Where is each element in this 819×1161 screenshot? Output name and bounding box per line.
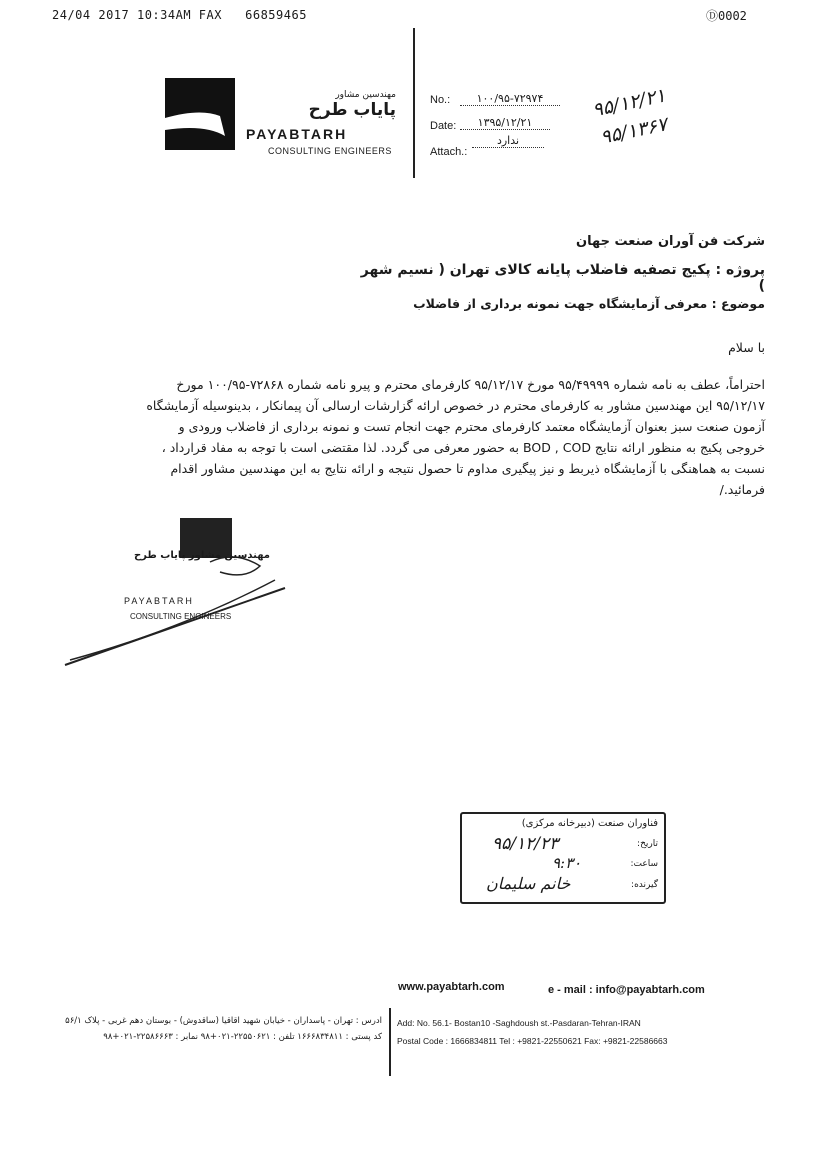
- ref-no-value: ۱۰۰/۹۵-۷۲۹۷۴: [460, 92, 560, 106]
- body-line: فرمائید./: [719, 482, 765, 497]
- seal-en-subtitle: CONSULTING ENGINEERS: [130, 612, 232, 621]
- stamp-receiver-label: گیرنده:: [631, 880, 658, 890]
- stamp-title: فناوران صنعت (دبیرخانه مرکزی): [521, 818, 658, 829]
- seal-fa-text: مهندسین مشاور پایاب طرح: [133, 550, 270, 561]
- handwritten-number: ۹۵/۱۳۶۷: [598, 113, 670, 149]
- fax-header: 24/04 2017 10:34AM FAX 66859465: [52, 8, 307, 22]
- ref-no-label: No.:: [430, 94, 451, 106]
- seal-en-text: PAYABTARH: [124, 596, 194, 606]
- footer-address-fa: آدرس : تهران - پاسداران - خیابان شهید اقاقیا (ساقدوش) - بوستان دهم غربی - پلاک ۵۶/۱: [65, 1016, 382, 1026]
- stamp-date-value: ۹۵/۱۲/۲۳: [492, 834, 559, 854]
- stamp-time-value: ۹:۳۰: [552, 854, 582, 872]
- subject-line: موضوع : معرفی آزمایشگاه جهت نمونه برداری از فاضلاب: [413, 296, 765, 311]
- body-line: احتراماً، عطف به نامه شماره ۹۵/۴۹۹۹۹ مورخ ۹۵/۱۲/۱۷ کارفرمای محترم و پیرو نامه شماره ۷۲۸۶۸-۱۰۰/۹۵ مورخ: [176, 377, 765, 392]
- ref-date-label: Date:: [430, 120, 457, 132]
- body-line: خروجی پکیج به منظور ارائه نتایج BOD , COD به حضور معرفی می گردد. لذا مقتضی است با توجه به مفاد قرارداد ،: [161, 440, 765, 455]
- ref-date-value: ۱۳۹۵/۱۲/۲۱: [460, 116, 550, 130]
- stamp-date-label: تاریخ:: [637, 839, 658, 849]
- signature-scribble-icon: [60, 510, 290, 670]
- header-divider: [413, 28, 415, 178]
- project-line: پروژه : پکیج تصفیه فاضلاب پایانه کالای تهران ( نسیم شهر ): [360, 262, 765, 294]
- footer-divider: [389, 1008, 391, 1076]
- receipt-stamp: [460, 812, 666, 904]
- fax-page-number: Ⓓ0002: [706, 9, 747, 23]
- payabtarh-logo-icon: [165, 78, 235, 150]
- company-fa-small: مهندسین مشاور: [335, 90, 396, 100]
- body-line: نسبت به هماهنگی با آزمایشگاه ذیربط و نیز پیگیری مداوم تا حصول نتیجه و ارائه نتایج به این مهندسین مشاور اقدام: [170, 461, 765, 476]
- handwritten-date: ۹۵/۱۲/۲۱: [590, 84, 668, 122]
- body-line: آزمون صنعت سبز بعنوان آزمایشگاه معتمد کارفرمای محترم جهت انجام تست و نمونه برداری از فاضلاب ورودی و: [178, 419, 765, 434]
- company-fa-name: پایاب طرح: [308, 100, 396, 120]
- ref-attach-value: ندارد: [472, 134, 544, 148]
- company-en-name: PAYABTARH: [246, 126, 348, 142]
- footer-postal-en: Postal Code : 1666834811 Tel : +9821-22550621 Fax: +9821-22586663: [397, 1036, 668, 1046]
- recipient: شرکت فن آوران صنعت جهان: [576, 234, 765, 249]
- letter-body: [100, 374, 765, 500]
- ref-attach-label: Attach.:: [430, 146, 468, 158]
- footer-address-en: Add: No. 56.1- Bostan10 -Saghdoush st.-Pasdaran-Tehran-IRAN: [397, 1018, 641, 1028]
- footer-postal-fa: کد پستی : ۱۶۶۶۸۳۴۸۱۱ تلفن : ۲۲۵۵۰۶۲۱-۰۲۱+۹۸ نمابر : ۲۲۵۸۶۶۶۳-۰۲۱+۹۸: [103, 1032, 382, 1042]
- greeting: با سلام: [728, 340, 765, 355]
- website-link[interactable]: www.payabtarh.com: [398, 981, 505, 993]
- signature-seal: [60, 510, 290, 670]
- stamp-time-label: ساعت:: [630, 859, 658, 869]
- stamp-receiver-value: خانم سلیمان: [486, 874, 571, 893]
- body-line: ۹۵/۱۲/۱۷ این مهندسین مشاور به کارفرمای محترم در خصوص ارائه گزارشات ارسالی آن پیمانکار ، بدینوسیله آزمایشگاه: [146, 398, 765, 413]
- email-link[interactable]: e - mail : info@payabtarh.com: [548, 984, 705, 996]
- company-en-subtitle: CONSULTING ENGINEERS: [268, 146, 392, 156]
